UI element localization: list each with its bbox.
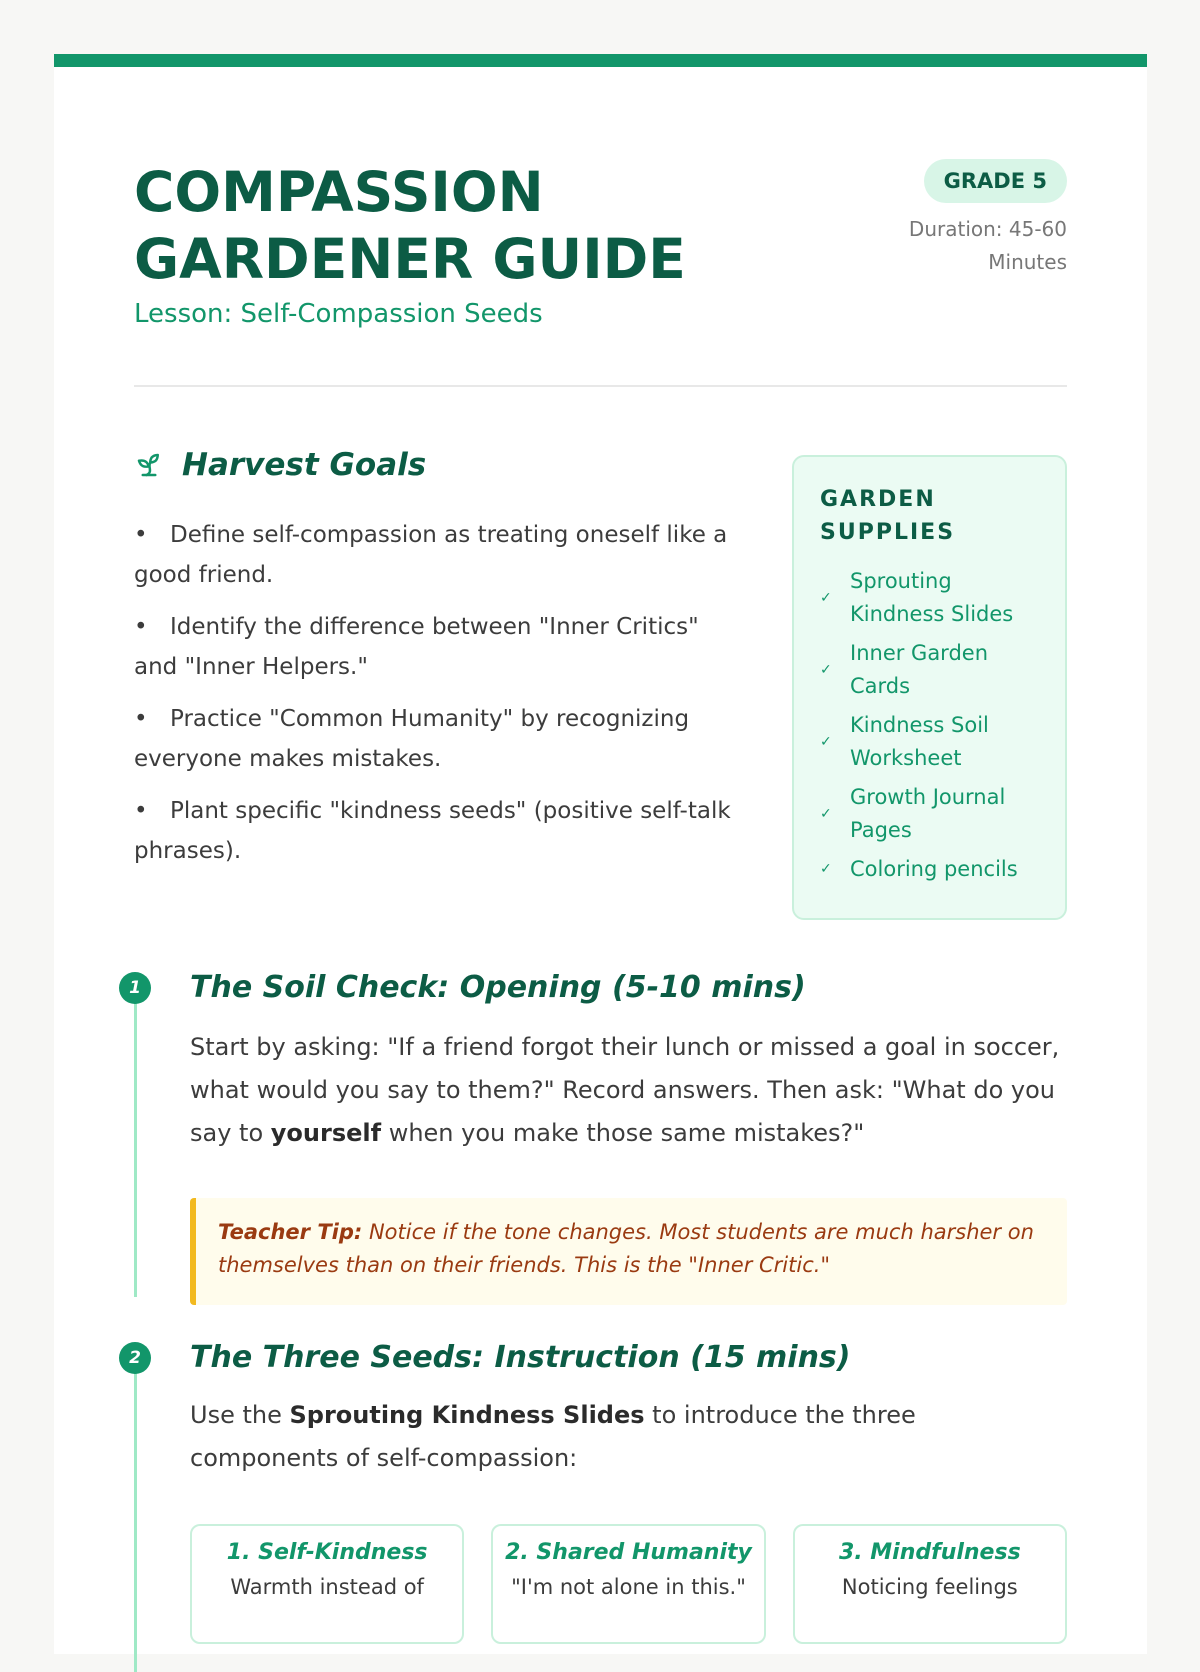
goals-heading	[134, 447, 426, 483]
seed-name: 2. Shared Humanity	[505, 1540, 752, 1565]
supply-label: Coloring pencils	[850, 857, 1018, 881]
seed-card	[190, 1524, 464, 1644]
goal-text: Identify the difference between "Inner Critics" and "Inner Helpers."	[134, 614, 699, 680]
step-title: The Soil Check: Opening (5-10 mins)	[190, 970, 806, 1005]
lesson-sheet	[54, 54, 1147, 1654]
bullet-icon: •	[134, 706, 148, 732]
lesson-subtitle: Lesson: Self-Compassion Seeds	[134, 299, 543, 329]
bullet-icon: •	[134, 522, 148, 548]
grade-badge: GRADE 5	[924, 159, 1067, 203]
timeline-line	[134, 1002, 137, 1297]
tip-text: Notice if the tone changes. Most students are much harsher on themselves than on their friends. This is the "Inner Critic."	[218, 1220, 1034, 1277]
step-text: when you make those same mistakes?"	[381, 1119, 865, 1147]
step-text: Use the	[190, 1401, 290, 1429]
duration-label: Duration: 45-60 Minutes	[908, 217, 1067, 274]
bullet-icon: •	[134, 614, 148, 640]
goals-list	[134, 515, 734, 883]
supply-label: Inner Garden Cards	[850, 641, 989, 698]
step-number-badge: 1	[119, 972, 151, 1004]
seed-name: 3. Mindfulness	[838, 1540, 1021, 1565]
seed-cards	[190, 1524, 1067, 1644]
check-icon: ✓	[820, 589, 832, 606]
supplies-title: GARDEN SUPPLIES	[820, 487, 956, 545]
supplies-card	[792, 455, 1067, 920]
goal-item	[134, 791, 734, 871]
supply-item	[820, 637, 1041, 703]
check-icon: ✓	[820, 861, 832, 877]
step-body	[190, 1394, 1067, 1480]
goal-item	[134, 607, 734, 687]
seed-name: 1. Self-Kindness	[226, 1540, 428, 1565]
seed-description: Noticing feelings	[841, 1575, 1018, 1599]
supply-item	[820, 853, 1041, 886]
timeline-line	[134, 1372, 137, 1672]
supply-label: Growth Journal Pages	[850, 785, 1006, 842]
check-icon: ✓	[820, 733, 832, 750]
supply-item	[820, 781, 1041, 847]
bullet-icon: •	[134, 798, 148, 824]
check-icon: ✓	[820, 661, 832, 678]
goals-title: Harvest Goals	[182, 447, 427, 483]
check-icon: ✓	[820, 805, 832, 822]
tip-label: Teacher Tip:	[218, 1220, 363, 1244]
teacher-tip	[190, 1198, 1067, 1305]
supply-label: Sprouting Kindness Slides	[850, 569, 1014, 626]
goal-text: Practice "Common Humanity" by recognizing everyone makes mistakes.	[134, 706, 690, 772]
seed-description: Warmth instead of	[230, 1575, 424, 1599]
step-text-bold: Sprouting Kindness Slides	[289, 1401, 645, 1429]
step-text: Start by asking: "If a friend forgot their lunch or missed a goal in soccer, what would you say to them?" Record answers. Then ask: "What do you say to	[190, 1033, 1060, 1147]
seed-card	[491, 1524, 765, 1644]
supply-item	[820, 565, 1041, 631]
supply-item	[820, 709, 1041, 775]
sprout-icon	[134, 450, 164, 480]
goal-text: Define self-compassion as treating oneself like a good friend.	[134, 522, 728, 588]
seed-card	[793, 1524, 1067, 1644]
supply-label: Kindness Soil Worksheet	[850, 713, 989, 770]
goal-item	[134, 515, 734, 595]
step-text-bold: yourself	[270, 1119, 382, 1147]
goal-text: Plant specific "kindness seeds" (positive self-talk phrases).	[134, 798, 731, 864]
step-title: The Three Seeds: Instruction (15 mins)	[190, 1340, 851, 1375]
page-title: COMPASSION GARDENER GUIDE	[134, 160, 686, 291]
step-number-badge: 2	[119, 1342, 151, 1374]
step-text: to introduce the three components of self-compassion:	[190, 1401, 916, 1472]
seed-description: "I'm not alone in this."	[511, 1575, 746, 1599]
goal-item	[134, 699, 734, 779]
supplies-list	[820, 565, 1041, 886]
step-body	[190, 1026, 1067, 1155]
header-divider	[134, 385, 1067, 387]
